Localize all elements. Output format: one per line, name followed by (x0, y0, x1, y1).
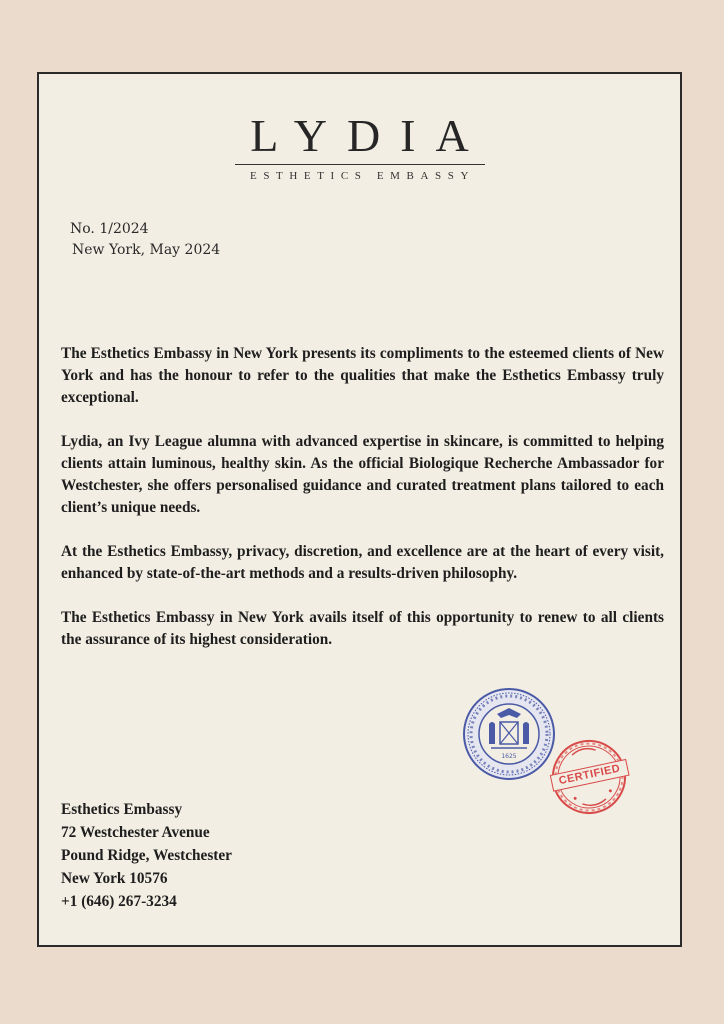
reference-place-date: New York, May 2024 (72, 242, 221, 258)
paragraph: Lydia, an Ivy League alumna with advanced expertise in skincare, is committed to helping clients attain luminous, healthy skin. As the official Biologique Recherche Ambassador for Westchester, she offers personalised guidance and curated treatment plans tailored to each client’s unique needs. (61, 433, 664, 516)
paragraph: The Esthetics Embassy in New York avails itself of this opportunity to renew to all clients the assurance of its highest consideration. (61, 609, 664, 648)
address-phone: +1 (646) 267-3234 (61, 893, 177, 910)
address-state-zip: New York 10576 (61, 870, 168, 887)
logo-subtitle: ESTHETICS EMBASSY (250, 170, 475, 182)
address-street: 72 Westchester Avenue (61, 824, 210, 841)
logo-divider (235, 164, 485, 165)
reference-number: No. 1/2024 (70, 221, 149, 237)
logo-name: LYDIA (250, 110, 489, 161)
address-block (61, 798, 232, 913)
seal-year: 1625 (501, 753, 517, 760)
letter-card (37, 72, 682, 947)
address-town: Pound Ridge, Westchester (61, 847, 232, 864)
paragraph: The Esthetics Embassy in New York presents its compliments to the esteemed clients of New York and has the honour to refer to the qualities that make the Esthetics Embassy truly exceptional. (61, 345, 664, 406)
reference-block (70, 219, 220, 261)
logo (39, 110, 680, 182)
address-name: Esthetics Embassy (61, 801, 183, 818)
city-seal-icon (463, 688, 555, 780)
certified-stamp (544, 732, 634, 822)
letter-body (61, 343, 664, 673)
stamp-label: CERTIFIED (550, 759, 630, 792)
paragraph: At the Esthetics Embassy, privacy, discretion, and excellence are at the heart of every visit, enhanced by state-of-the-art methods and a results-driven philosophy. (61, 543, 664, 582)
